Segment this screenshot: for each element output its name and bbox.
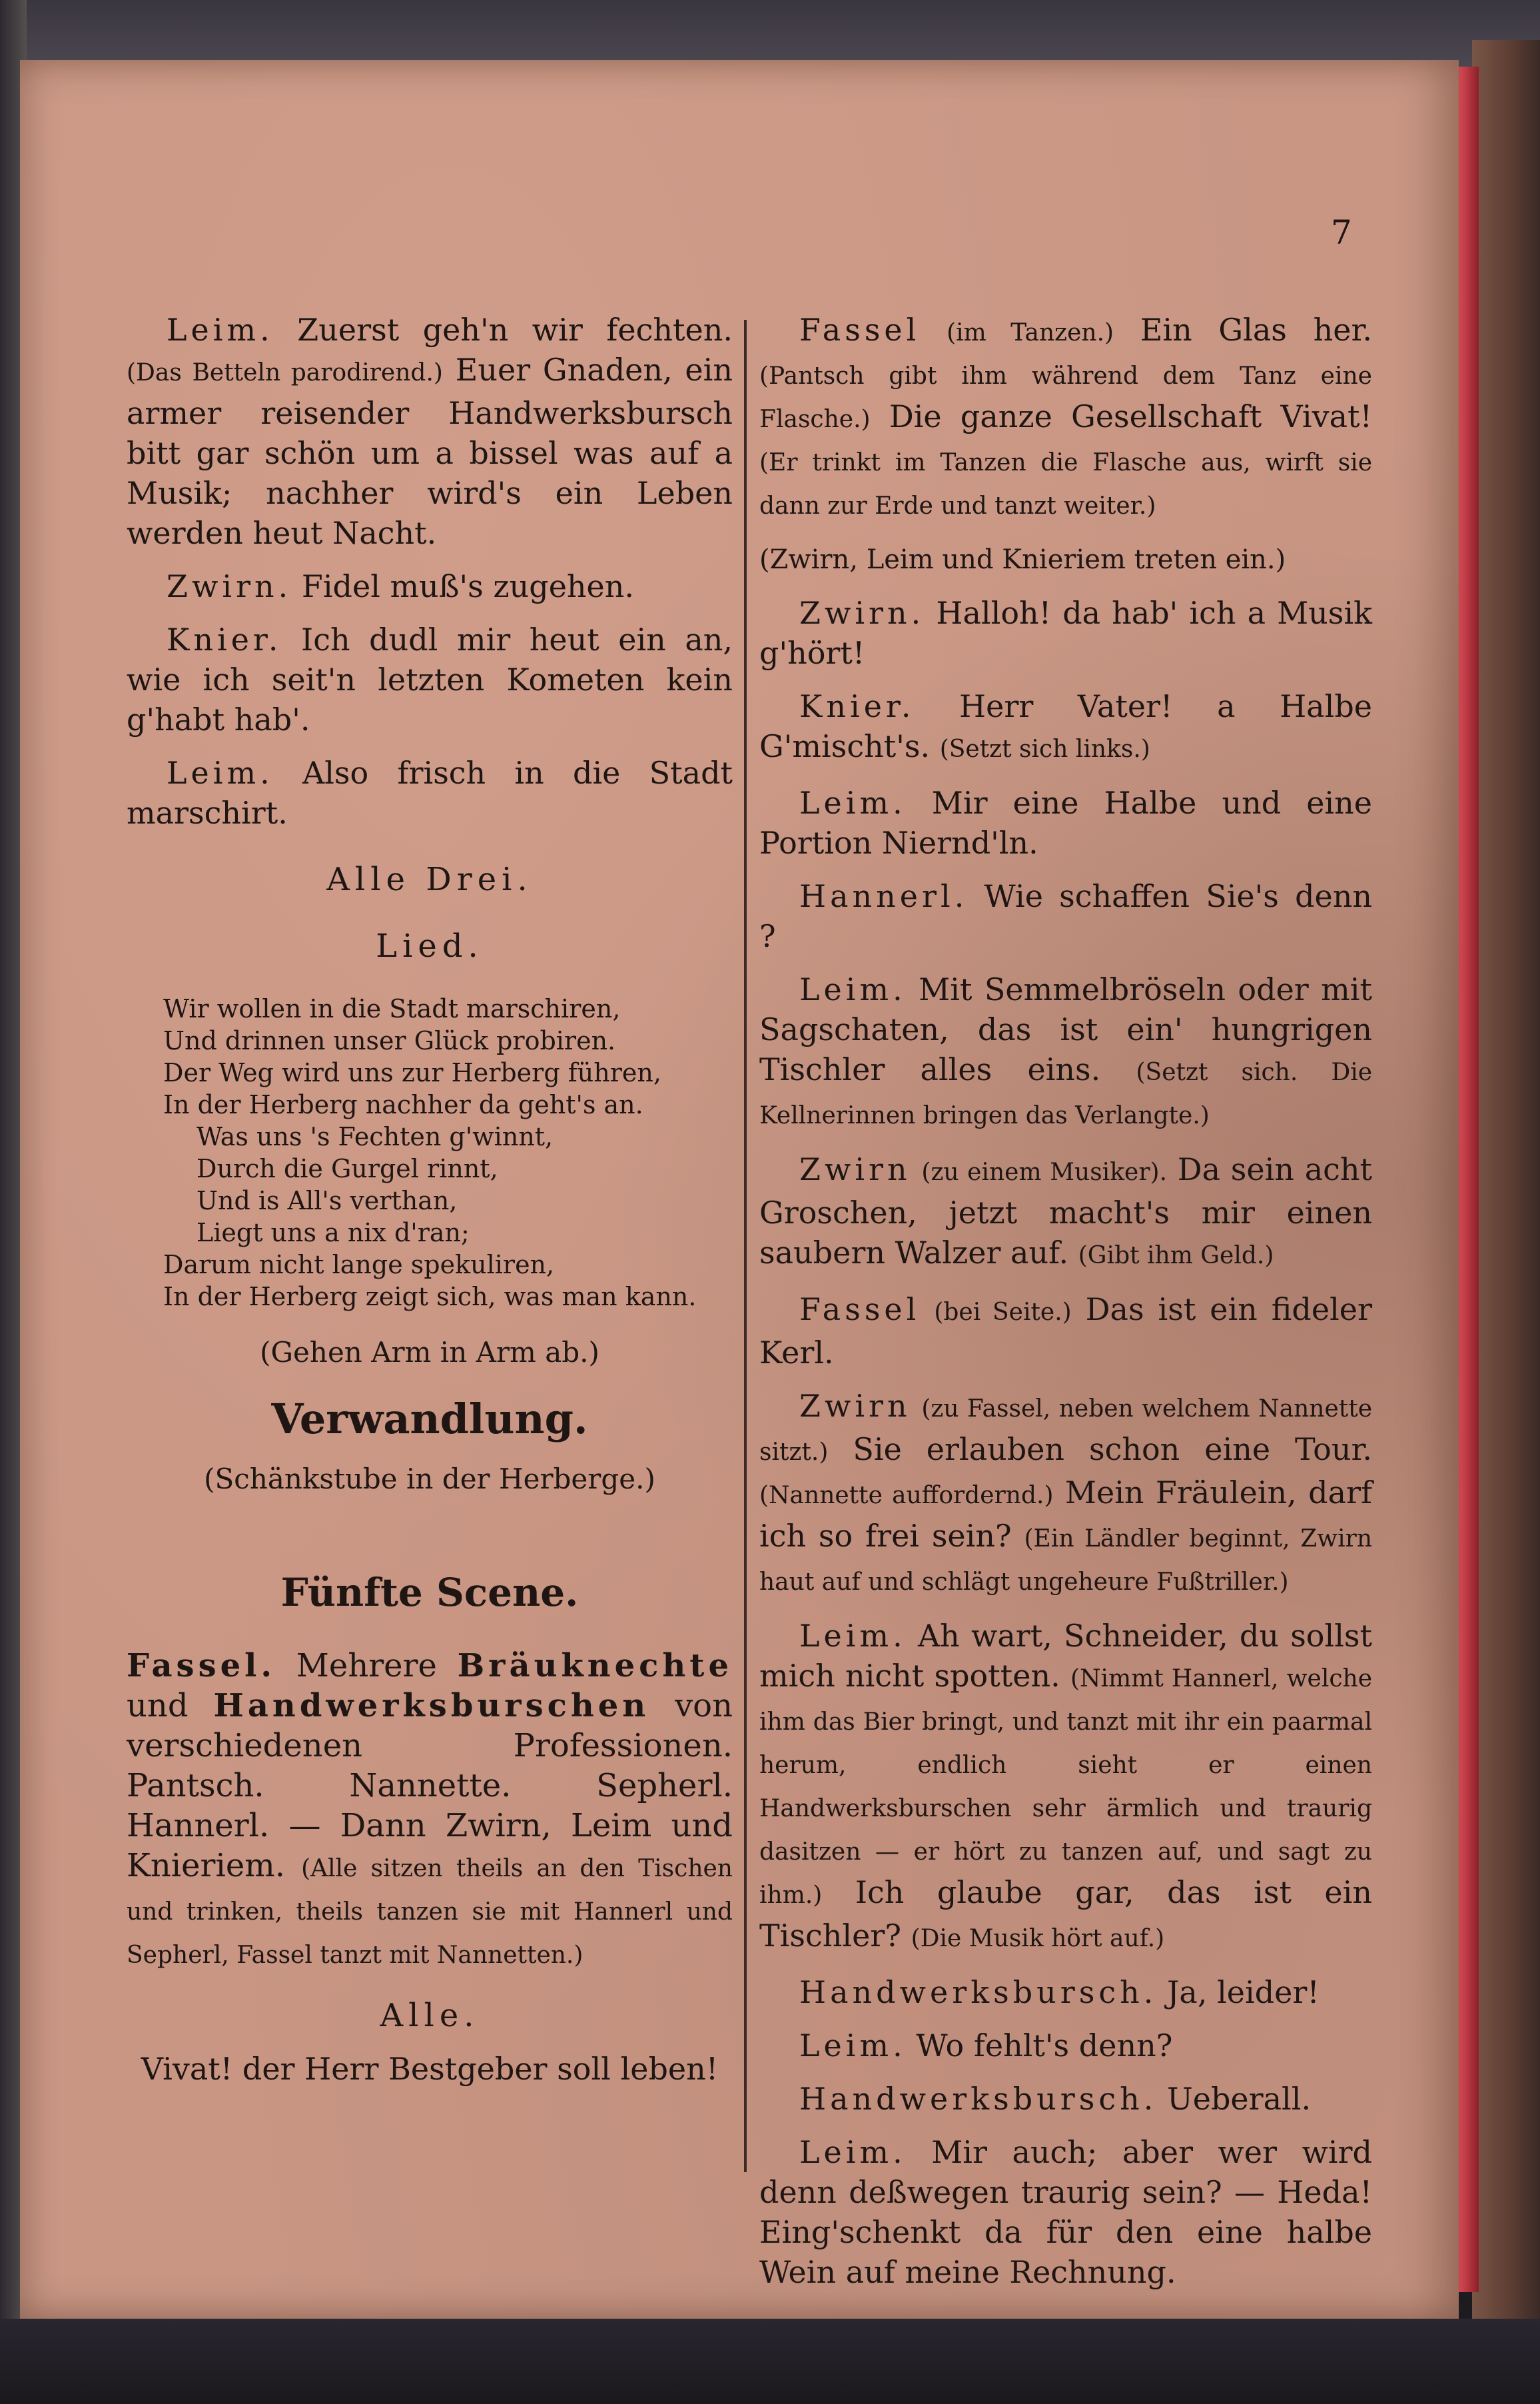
dialogue-zwirn-1: Zwirn. Fidel muß's zugehen.: [167, 568, 635, 604]
song-lyrics: [163, 993, 733, 1313]
left-column: [127, 310, 733, 2102]
transformation-heading: Verwandlung.: [271, 1395, 588, 1443]
book-cover-edge: [1472, 40, 1540, 2385]
stage-direction-exit: (Gehen Arm in Arm ab.): [260, 1336, 599, 1369]
song-line: In der Herberg nachher da geht's an.: [163, 1090, 643, 1119]
song-line: Der Weg wird uns zur Herberg führen,: [163, 1058, 661, 1087]
dialogue-leim-7: Leim. Mir auch; aber wer wird denn deßwegen traurig sein? — Heda! Eing'schenkt da für den eine halbe Wein auf meine Rechnung.: [759, 2134, 1372, 2290]
dialogue-zwirn-3: Zwirn (zu einem Musiker). Da sein acht Groschen, jetzt macht's mir einen saubern Walzer auf. (Gibt ihm Geld.): [759, 1151, 1372, 1271]
page-number: 7: [1331, 213, 1352, 252]
dialogue-leim-3: Leim. Mir eine Halbe und eine Portion Niernd'ln.: [759, 785, 1372, 861]
dialogue-zwirn-2: Zwirn. Halloh! da hab' ich a Musik g'hört!: [759, 595, 1372, 671]
scene-heading: Fünfte Scene.: [280, 1570, 579, 1615]
song-line: Liegt uns a nix d'ran;: [196, 1218, 470, 1247]
dialogue-knier-2: Knier. Herr Vater! a Halbe G'mischt's. (Setzt sich links.): [759, 688, 1372, 764]
dialogue-hannerl-1: Hannerl. Wie schaffen Sie's denn ?: [759, 878, 1372, 954]
cast-list: Fassel. Mehrere Bräuknechte und Handwerksburschen von verschiedenen Professionen. Pantsch. Nannette. Sepherl. Hannerl. — Dann Zwirn, Leim und Knieriem. (Alle sitzen theils an den Tischen und trinken, theils tanzen sie mit Hannerl und Sepherl, Fassel tanzt mit Nannetten.): [127, 1647, 733, 1969]
scan-background-bottom: [0, 2319, 1540, 2404]
stage-direction-enter: (Zwirn, Leim und Knieriem treten ein.): [759, 544, 1286, 575]
song-line: Und drinnen unser Glück probiren.: [163, 1026, 616, 1055]
song-line: Darum nicht lange spekuliren,: [163, 1250, 555, 1279]
song-line: Wir wollen in die Stadt marschiren,: [163, 994, 621, 1023]
dialogue-leim-6: Leim. Wo fehlt's denn?: [799, 2028, 1173, 2064]
song-line: In der Herberg zeigt sich, was man kann.: [163, 1282, 697, 1311]
chorus-label: Alle.: [380, 1997, 480, 2034]
song-label: Lied.: [376, 927, 484, 965]
dialogue-leim-4: Leim. Mit Semmelbröseln oder mit Sagschaten, das ist ein' hungrigen Tischler alles eins. (Setzt sich. Die Kellnerinnen bringen das Verlangte.): [759, 971, 1373, 1129]
song-line: Was uns 's Fechten g'winnt,: [196, 1122, 554, 1151]
dialogue-leim-1: Leim. Zuerst geh'n wir fechten. (Das Betteln parodirend.) Euer Gnaden, ein armer reisender Handwerksbursch bitt gar schön um a bissel was auf a Musik; nachher wird's ein Leben werden heut Nacht.: [127, 312, 733, 551]
dialogue-zwirn-4: Zwirn (zu Fassel, neben welchem Nannette sitzt.) Sie erlauben schon eine Tour. (Nannette auffordernd.) Mein Fräulein, darf ich so frei sein? (Ein Ländler beginnt, Zwirn haut auf und schlägt ungeheure Fußtriller.): [759, 1388, 1373, 1596]
dialogue-fassel-2: Fassel (bei Seite.) Das ist ein fideler Kerl.: [759, 1291, 1373, 1371]
right-column: [759, 310, 1372, 2305]
dialogue-knier-1: Knier. Ich dudl mir heut ein an, wie ich seit'n letzten Kometen kein g'habt hab'.: [127, 622, 733, 738]
dialogue-leim-5: Leim. Ah wart, Schneider, du sollst mich nicht spotten. (Nimmt Hannerl, welche ihm das Bier bringt, und tanzt mit ihr ein paarmal herum, endlich sieht er einen Handwerksburschen sehr ärmlich und traurig dasitzen — er hört zu tanzen auf, und sagt zu ihm.) Ich glaube gar, das ist ein Tischler? (Die Musik hört auf.): [759, 1618, 1373, 1954]
song-performers: Alle Drei.: [326, 861, 533, 898]
column-divider: [744, 320, 747, 2172]
dialogue-handwerksbursch-1: Handwerksbursch. Ja, leider!: [799, 1974, 1320, 2010]
dialogue-leim-2: Leim. Also frisch in die Stadt marschirt.: [127, 755, 733, 831]
setting-description: (Schänkstube in der Herberge.): [204, 1463, 655, 1495]
toast-line: Vivat! der Herr Bestgeber soll leben!: [141, 2051, 719, 2087]
dialogue-fassel-1: Fassel (im Tanzen.) Ein Glas her. (Pantsch gibt ihm während dem Tanz eine Flasche.) Die ganze Gesellschaft Vivat! (Er trinkt im Tanzen die Flasche aus, wirft sie dann zur Erde und tanzt weiter.): [759, 312, 1373, 520]
song-line: Und is All's verthan,: [196, 1186, 458, 1215]
song-line: Durch die Gurgel rinnt,: [196, 1154, 498, 1183]
dialogue-handwerksbursch-2: Handwerksbursch. Ueberall.: [799, 2081, 1312, 2117]
